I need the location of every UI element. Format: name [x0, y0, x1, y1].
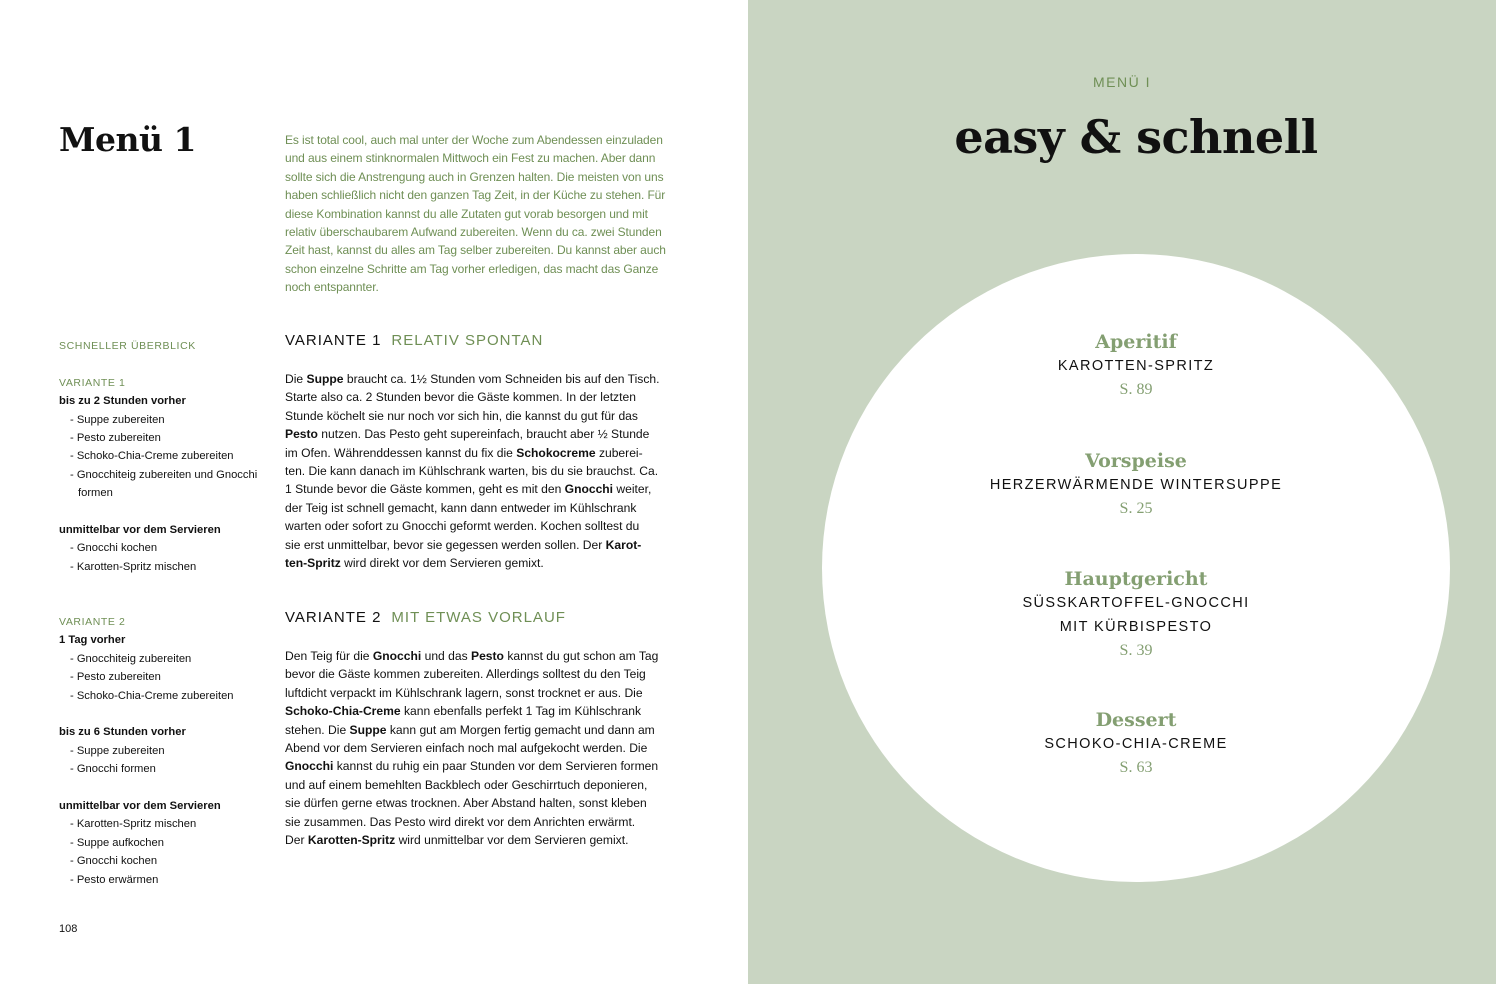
quick-overview	[59, 337, 274, 889]
text-line: sie dürfen gerne etwas trocknen. Aber Abstand halten, sonst kleben	[285, 796, 647, 811]
overview-block-title: unmittelbar vor dem Servieren	[59, 524, 221, 537]
menu-title: easy & schnell	[954, 110, 1318, 164]
course-page: S. 89	[1119, 381, 1153, 398]
variant-1-label: VARIANTE 1	[285, 332, 382, 349]
list-item: - Pesto erwärmen	[70, 873, 159, 886]
intro-line: noch entspannter.	[285, 280, 379, 295]
overview-block-title: bis zu 2 Stunden vorher	[59, 395, 186, 408]
intro-line: sollte sich die Anstrengung auch in Grenzen halten. Die meisten von uns	[285, 169, 664, 184]
variant-2-label: VARIANTE 2	[285, 609, 382, 626]
variant-1-heading	[285, 332, 543, 349]
text-line: warten oder sofort zu Gnocchi geformt werden. Kochen solltest du	[285, 519, 640, 534]
intro-line: haben schließlich nicht den ganzen Tag Zeit, in der Küche zu stehen. Für	[285, 188, 666, 203]
overview-block-title: 1 Tag vorher	[59, 634, 126, 647]
list-item: - Gnocchiteig zubereiten und Gnocchi	[70, 468, 258, 481]
overview-variant-2-label: VARIANTE 2	[59, 616, 126, 629]
text-line: sie erst unmittelbar, bevor sie gegessen werden sollen. Der Karot-	[285, 537, 642, 552]
course-page: S. 63	[1119, 759, 1153, 776]
course-vorspeise	[822, 449, 1450, 521]
text-line: Schoko-Chia-Creme kann ebenfalls perfekt 1 Tag im Kühlschrank	[285, 704, 642, 719]
course-page: S. 25	[1119, 500, 1153, 517]
list-item: - Suppe aufkochen	[70, 836, 164, 849]
list-item: - Schoko-Chia-Creme zubereiten	[70, 450, 234, 463]
course-hauptgericht	[822, 567, 1450, 663]
variant-2-text	[285, 647, 661, 849]
list-item: - Karotten-Spritz mischen	[70, 560, 197, 573]
overview-block-title: unmittelbar vor dem Servieren	[59, 800, 221, 813]
text-line: ten-Spritz wird direkt vor dem Servieren gemixt.	[285, 556, 544, 571]
list-item: - Schoko-Chia-Creme zubereiten	[70, 689, 234, 702]
text-line: ten. Die kann danach im Kühlschrank warten, bis du sie brauchst. Ca.	[285, 464, 659, 479]
text-line: bevor die Gäste kommen zubereiten. Allerdings solltest du den Teig	[285, 667, 646, 682]
list-item: - Gnocchi kochen	[70, 542, 158, 555]
course-category: Hauptgericht	[1064, 568, 1208, 590]
overview-block-title: bis zu 6 Stunden vorher	[59, 726, 186, 739]
text-line: Den Teig für die Gnocchi und das Pesto kannst du gut schon am Tag	[285, 649, 659, 663]
text-line: stehen. Die Suppe kann gut am Morgen fertig gemacht und dann am	[285, 722, 655, 737]
page-number: 108	[59, 923, 78, 935]
course-dish: SCHOKO-CHIA-CREME	[1044, 736, 1228, 752]
text-line: Pesto nutzen. Das Pesto geht supereinfach, braucht aber ½ Stunde	[285, 427, 650, 442]
intro-line: Zeit hast, kannst du alles am Tag selber zubereiten. Du kannst aber auch	[285, 243, 666, 258]
variant-1-subheading: RELATIV SPONTAN	[391, 332, 544, 349]
text-line: der Teig ist schnell gemacht, kann dann entweder im Kühlschrank	[285, 500, 637, 515]
course-aperitif	[822, 330, 1450, 402]
menu-label: MENÜ I	[1093, 74, 1151, 90]
list-item: - Pesto zubereiten	[70, 671, 161, 684]
right-page	[748, 0, 1496, 984]
intro-line: schon einzelne Schritte am Tag vorher erledigen, das macht das Ganze	[285, 261, 659, 276]
course-dish: KAROTTEN-SPRITZ	[1057, 358, 1215, 374]
intro-line: und aus einem stinknormalen Mittwoch ein Fest zu machen. Aber dann	[285, 151, 656, 166]
text-line: Der Karotten-Spritz wird unmittelbar vor dem Servieren gemixt.	[285, 833, 629, 848]
list-item: - Gnocchiteig zubereiten	[70, 652, 192, 665]
course-page: S. 39	[1119, 642, 1153, 659]
text-line: im Ofen. Währenddessen kannst du fix die Schokocreme zuberei-	[285, 445, 643, 460]
list-item: - Gnocchi formen	[70, 763, 156, 776]
list-item: - Suppe zubereiten	[70, 413, 165, 426]
variant-1-text	[285, 370, 661, 572]
text-line: Starte also ca. 2 Stunden bevor die Gäste kommen. In der letzten	[285, 390, 636, 405]
list-item-continuation: formen	[78, 487, 113, 500]
intro-line: Es ist total cool, auch mal unter der Woche zum Abendessen einzuladen	[285, 133, 663, 147]
text-line: sie zusammen. Das Pesto wird direkt vor dem Anrichten erwärmt.	[285, 814, 636, 829]
intro-line: diese Kombination kannst du alle Zutaten gut vorab besorgen und mit	[285, 206, 648, 221]
text-line: Gnocchi kannst du ruhig ein paar Stunden vor dem Servieren formen	[285, 759, 659, 774]
text-line: und auf einem bemehlten Backblech oder Geschirrtuch deponieren,	[285, 777, 648, 792]
overview-variant-1-label: VARIANTE 1	[59, 376, 126, 389]
intro-paragraph	[285, 131, 665, 297]
course-dish: HERZERWÄRMENDE WINTERSUPPE	[989, 477, 1283, 493]
course-dish: MIT KÜRBISPESTO	[1059, 619, 1213, 635]
page-title: Menü 1	[59, 120, 196, 159]
course-category: Dessert	[1095, 709, 1177, 731]
list-item: - Gnocchi kochen	[70, 855, 158, 868]
course-dish: SÜSSKARTOFFEL-GNOCCHI	[1022, 595, 1250, 611]
text-line: Stunde köchelt sie nur noch vor sich hin, die kannst du gut für das	[285, 408, 638, 423]
text-line: luftdicht verpackt im Kühlschrank lagern, sonst trocknet er aus. Die	[285, 685, 643, 700]
variant-2-heading	[285, 609, 566, 626]
list-item: - Pesto zubereiten	[70, 432, 161, 445]
text-line: Abend vor dem Servieren einfach noch mal aufgekocht werden. Die	[285, 741, 648, 756]
list-item: - Suppe zubereiten	[70, 744, 165, 757]
course-category: Vorspeise	[1085, 450, 1187, 472]
course-dessert	[822, 708, 1450, 780]
text-line: Die Suppe braucht ca. 1½ Stunden vom Schneiden bis auf den Tisch.	[285, 372, 660, 386]
overview-heading: SCHNELLER ÜBERBLICK	[59, 340, 196, 352]
list-item: - Karotten-Spritz mischen	[70, 818, 197, 831]
variant-2-subheading: MIT ETWAS VORLAUF	[391, 609, 566, 626]
intro-line: relativ überschaubarem Aufwand zubereiten. Wenn du ca. zwei Stunden	[285, 225, 662, 240]
course-category: Aperitif	[1095, 331, 1177, 353]
text-line: 1 Stunde bevor die Gäste kommen, geht es mit den Gnocchi weiter,	[285, 482, 652, 497]
